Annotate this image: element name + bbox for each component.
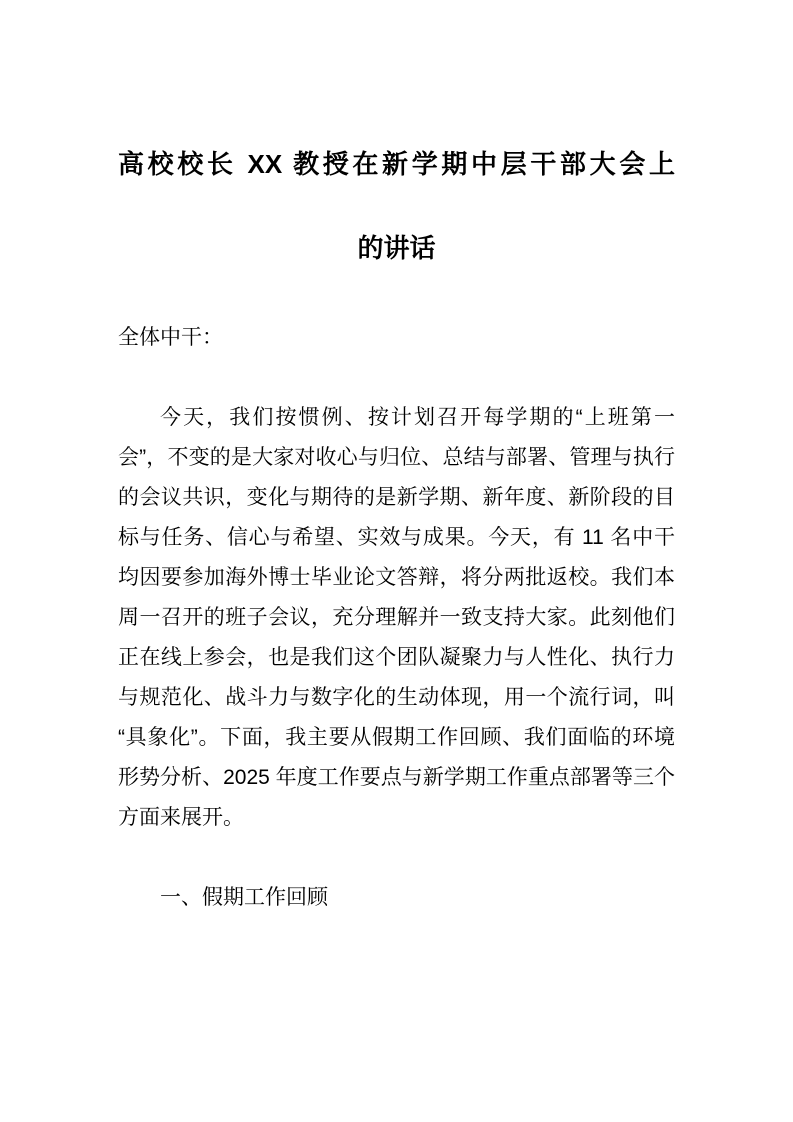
body-paragraph-1: 今天，我们按惯例、按计划召开每学期的“上班第一会”，不变的是大家对收心与归位、总结与部署、管理与执行的会议共识，变化与期待的是新学期、新年度、新阶段的目标与任务、信心与希望、实效与成果。今天，有 11 名中干均因要参加海外博士毕业论文答辩，将分两批返校。我们本周一召开的班子会议，充分理解并一致支持大家。此刻他们正在线上参会，也是我们这个团队凝聚力与人性化、执行力与规范化、战斗力与数字化的生动体现，用一个流行词，叫“具象化”。下面，我主要从假期工作回顾、我们面临的环境形势分析、2025 年度工作要点与新学期工作重点部署等三个方面来展开。 <box>118 406 675 829</box>
page-title-line-2: 的讲话 <box>357 233 436 263</box>
title-block <box>118 0 675 290</box>
salutation: 全体中干： <box>118 326 223 349</box>
page-title-line-1: 高校校长 XX 教授在新学期中层干部大会上 <box>118 149 675 179</box>
section-heading-1: 一、假期工作回顾 <box>160 886 328 909</box>
document-content <box>118 0 675 918</box>
page-title <box>118 122 675 290</box>
